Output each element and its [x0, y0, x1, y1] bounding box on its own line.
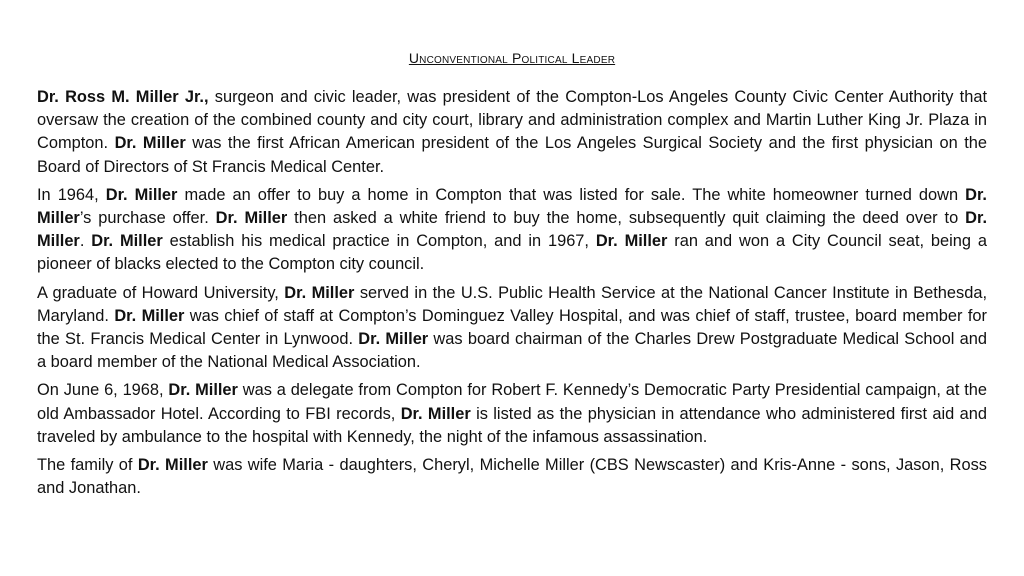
text-run: A graduate of Howard University,	[37, 283, 285, 302]
bold-name-run: Dr. Miller	[168, 381, 238, 400]
bold-name-run: Dr. Miller	[37, 185, 987, 228]
bold-name-run: Dr. Miller	[358, 330, 429, 349]
text-run: was a delegate from Compton for Robert F. Kennedy’s Democratic Party Presidential campaign, at the old Ambassador Hotel. According to FBI records,	[37, 381, 987, 423]
text-run: was wife Maria - daughters, Cheryl, Michelle Miller (CBS Newscaster) and Kris-Anne - sons, Jason, Ross and Jonathan.	[37, 456, 987, 498]
text-run: On June 6, 1968,	[37, 381, 169, 400]
paragraph-2	[37, 184, 987, 277]
text-run: .	[79, 232, 92, 251]
bold-name-run: Dr. Miller	[114, 306, 185, 325]
bold-name-run: Dr. Miller	[284, 283, 355, 302]
text-run: surgeon and civic leader, was president of the Compton-Los Angeles County Civic Center Authority that oversaw the creation of the combined county and city court, library and administration complex and Martin Luther King Jr. Plaza in Compton.	[37, 88, 987, 153]
paragraph-1	[37, 86, 987, 179]
text-run: ran and won a City Council seat, being a pioneer of blacks elected to the Compton city council.	[37, 232, 988, 274]
bold-name-run: Dr. Miller	[215, 209, 288, 228]
text-run: The family of	[37, 456, 138, 475]
paragraph-4	[37, 379, 987, 449]
text-run: made an offer to buy a home in Compton that was listed for sale. The white homeowner turned down	[177, 185, 966, 204]
text-run: establish his medical practice in Compton, and in 1967,	[162, 232, 596, 251]
text-run: In 1964,	[37, 185, 106, 204]
bold-name-run: Dr. Ross M. Miller Jr.,	[37, 88, 209, 106]
paragraph-5	[37, 454, 987, 500]
bold-name-run: Dr. Miller	[595, 232, 668, 251]
bold-name-run: Dr. Miller	[137, 456, 208, 475]
slide-body	[37, 86, 987, 505]
bold-name-run: Dr. Miller	[105, 185, 178, 204]
bold-name-run: Dr. Miller	[37, 209, 988, 251]
text-run: ’s purchase offer.	[79, 209, 216, 228]
slide-title: Unconventional Political Leader	[408, 50, 616, 66]
text-run: is listed as the physician in attendance who administered first aid and traveled by ambulance to the hospital with Kennedy, the night of the infamous assassination.	[37, 404, 987, 446]
bold-name-run: Dr. Miller	[400, 404, 471, 423]
bold-name-run: Dr. Miller	[114, 134, 186, 153]
text-run: was the first African American president of the Los Angeles Surgical Society and the first physician on the Board of Directors of St Francis Medical Center.	[37, 134, 987, 176]
text-run: was board chairman of the Charles Drew Postgraduate Medical School and a board member of the National Medical Association.	[37, 330, 987, 372]
text-run: then asked a white friend to buy the home, subsequently quit claiming the deed over to	[287, 209, 966, 228]
text-run: served in the U.S. Public Health Service at the National Cancer Institute in Bethesda, Maryland.	[37, 283, 987, 325]
paragraph-3	[37, 282, 987, 375]
text-run: was chief of staff at Compton’s Dominguez Valley Hospital, and was chief of staff, trustee, board member for the St. Francis Medical Center in Lynwood.	[37, 306, 987, 349]
bold-name-run: Dr. Miller	[91, 232, 163, 251]
